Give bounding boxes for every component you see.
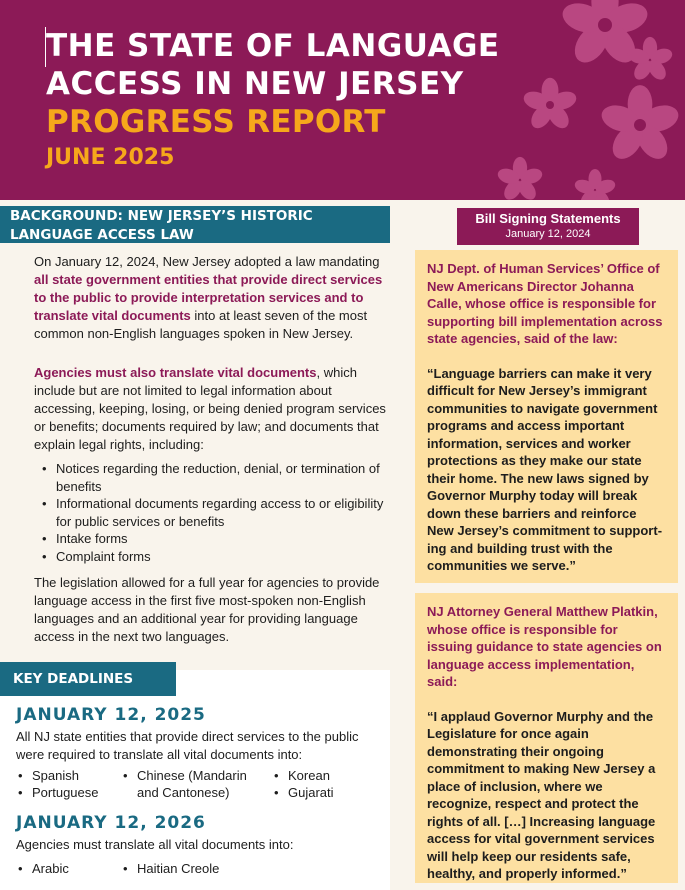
language-item: • Chinese (Mandarin	[121, 767, 247, 784]
background-heading-line-1: BACKGROUND: NEW JERSEY’S HISTORIC	[10, 208, 313, 224]
language-item: • Portuguese	[16, 784, 99, 801]
statement-2-quote: “I applaud Governor Murphy and the Legislature for once again demonstrating their ongoing commitment to making New Jersey a place of inclusion, where we recognize, respect and protect the rights of all. […] Increasing language access for vital government services will help keep our residents safe, healthy, and properly informed.”	[427, 708, 656, 881]
list-item: • Notices regarding the reduction, denial, or termination of benefits	[40, 460, 395, 495]
background-heading-line-2: LANGUAGE ACCESS LAW	[10, 227, 194, 243]
deadline-2-title: JANUARY 12, 2026	[16, 813, 206, 833]
background-paragraph-3: The legislation allowed for a full year for agencies to provide language access in the first five most-spoken non-English languages and an additional year for providing language access in the next two languages.	[34, 575, 380, 644]
statement-2-intro: NJ Attorney General Matthew Platkin, whose office is responsible for issuing guidance to state agencies on language access implementation, said:	[427, 604, 662, 689]
language-item: • Spanish	[16, 767, 79, 784]
key-deadlines-heading-text: KEY DEADLINES	[13, 671, 134, 687]
background-section-heading	[0, 206, 390, 243]
language-item: • Gujarati	[272, 784, 334, 801]
title-line-2: ACCESS IN NEW JERSEY	[46, 66, 464, 102]
paragraph-2-text: , which include but are not limited to legal information about accessing, keeping, losing, or being denied program services or benefits; documents required by law; and documents that explain legal rights, including:	[34, 365, 386, 452]
background-paragraph-2	[34, 364, 394, 454]
title-line-1: THE STATE OF LANGUAGE	[46, 28, 500, 64]
statement-1-quote: “Language barriers can make it very difficult for New Jersey’s immigrant communities to navigate government programs and access important information, services and worker protections as they make our state their home. The new laws signed by Governor Murphy today will break down these barriers and reinforce New Jersey’s commitment to supporting and building trust with the communities we serve.”	[427, 365, 663, 573]
language-item-continued: and Cantonese)	[137, 785, 230, 800]
language-item: • Arabic	[16, 860, 69, 877]
statement-1-intro: NJ Dept. of Human Services’ Office of New Americans Director Johanna Calle, whose office is responsible for supporting bill implementation across state agencies, said of the law:	[427, 261, 663, 346]
deadline-1-title: JANUARY 12, 2025	[16, 705, 206, 725]
header-banner	[0, 0, 685, 200]
statement-box-platkin	[415, 593, 678, 883]
paragraph-1-highlight: all state government entities that provide direct services to the public to provide interpretation services and to translate vital documents	[34, 272, 383, 323]
list-item: • Informational documents regarding access to or eligibility for public services or benefits	[40, 495, 395, 530]
deadline-2-text: Agencies must translate all vital documents into:	[16, 837, 294, 852]
language-item: • Korean	[272, 767, 330, 784]
statements-heading-date: January 12, 2024	[505, 228, 591, 240]
background-paragraph-1	[34, 253, 394, 343]
language-item: • Haitian Creole	[121, 860, 219, 877]
report-date: JUNE 2025	[46, 145, 175, 170]
list-item: • Intake forms	[40, 530, 395, 548]
vital-documents-list	[40, 460, 395, 565]
paragraph-1-text-a: On January 12, 2024, New Jersey adopted a law mandating	[34, 254, 380, 269]
flower-decoration-icon	[485, 0, 685, 200]
deadline-1-text: All NJ state entities that provide direct services to the public were required to translate all vital documents into:	[16, 729, 359, 762]
bill-signing-statements-heading	[457, 208, 639, 245]
paragraph-1-text-b: into at least seven of the most common non-English languages spoken in New Jersey.	[34, 308, 368, 341]
statement-box-calle	[415, 250, 678, 583]
key-deadlines-heading	[0, 662, 176, 696]
report-subtitle: PROGRESS REPORT	[46, 104, 386, 140]
paragraph-2-highlight: Agencies must also translate vital documents	[34, 365, 317, 380]
list-item: • Complaint forms	[40, 548, 395, 566]
statements-heading-title: Bill Signing Statements	[475, 211, 621, 226]
